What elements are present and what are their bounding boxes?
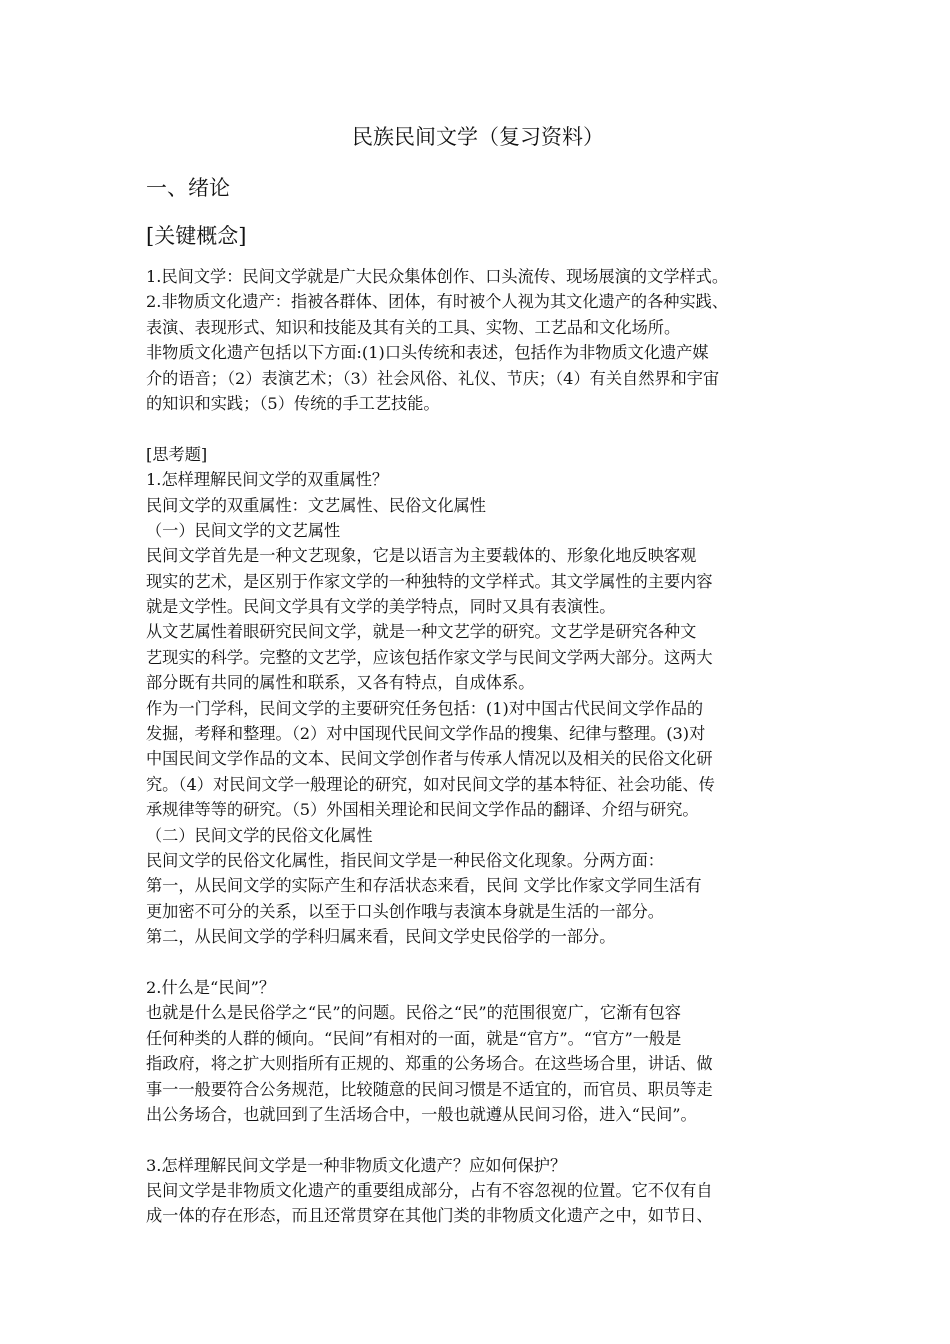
text-line: 中国民间文学作品的文本、民间文学创作者与传承人情况以及相关的民俗文化研 bbox=[146, 749, 713, 769]
text-line: 从文艺属性着眼研究民间文学，就是一种文艺学的研究。文艺学是研究各种文 bbox=[146, 622, 697, 642]
text-line: 介的语音；（2）表演艺术；（3）社会风俗、礼仪、节庆；（4）有关自然界和宇宙 bbox=[146, 368, 720, 388]
text-line: 非物质文化遗产包括以下方面:(1)口头传统和表述，包括作为非物质文化遗产媒 bbox=[146, 343, 709, 363]
document-body bbox=[146, 264, 810, 1229]
text-line: 3.怎样理解民间文学是一种非物质文化遗产？应如何保护？ bbox=[146, 1155, 567, 1175]
text-line: 就是文学性。民间文学具有文学的美学特点，同时又具有表演性。 bbox=[146, 597, 616, 617]
blank-line bbox=[146, 1127, 810, 1152]
text-line: 作为一门学科，民间文学的主要研究任务包括：(1)对中国古代民间文学作品的 bbox=[146, 698, 704, 718]
text-line: 民间文学的民俗文化属性，指民间文学是一种民俗文化现象。分两方面： bbox=[146, 850, 664, 870]
document-page bbox=[146, 0, 810, 1344]
text-line: 任何种类的人群的倾向。“民间”有相对的一面，就是“官方”。“官方”一般是 bbox=[146, 1028, 682, 1048]
text-line: 民间文学首先是一种文艺现象，它是以语言为主要载体的、形象化地反映客观 bbox=[146, 546, 697, 566]
text-line: 1.怎样理解民间文学的双重属性？ bbox=[146, 470, 389, 490]
text-line: （一）民间文学的文艺属性 bbox=[146, 520, 341, 540]
text-line: 承规律等等的研究。（5）外国相关理论和民间文学作品的翻译、介绍与研究。 bbox=[146, 800, 699, 820]
text-line: 更加密不可分的关系，以至于口头创作哦与表演本身就是生活的一部分。 bbox=[146, 901, 664, 921]
subsection-heading: [关键概念] bbox=[146, 224, 247, 248]
text-line: 表演、表现形式、知识和技能及其有关的工具、实物、工艺品和文化场所。 bbox=[146, 317, 681, 337]
text-line: 民间文学是非物质文化遗产的重要组成部分，占有不容忽视的位置。它不仅有自 bbox=[146, 1181, 713, 1201]
text-line: 部分既有共同的属性和联系，又各有特点，自成体系。 bbox=[146, 673, 535, 693]
text-line: 成一体的存在形态，而且还常贯穿在其他门类的非物质文化遗产之中，如节日、 bbox=[146, 1206, 713, 1226]
text-line: 事一一般要符合公务规范，比较随意的民间习惯是不适宜的，而官员、职员等走 bbox=[146, 1079, 713, 1099]
text-line: 究。（4）对民间文学一般理论的研究，如对民间文学的基本特征、社会功能、传 bbox=[146, 774, 715, 794]
text-line: 民间文学的双重属性：文艺属性、民俗文化属性 bbox=[146, 495, 486, 515]
text-line: [思考题] bbox=[146, 444, 208, 464]
blank-line bbox=[146, 416, 810, 441]
text-line: 发掘，考释和整理。（2）对中国现代民间文学作品的搜集、纪律与整理。(3)对 bbox=[146, 724, 706, 744]
text-line: 2.非物质文化遗产：指被各群体、团体，有时被个人视为其文化遗产的各种实践、 bbox=[146, 292, 729, 312]
text-line: 2.什么是“民间”？ bbox=[146, 977, 276, 997]
text-line: 现实的艺术，是区别于作家文学的一种独特的文学样式。其文学属性的主要内容 bbox=[146, 571, 713, 591]
text-line: 1.民间文学：民间文学就是广大民众集体创作、口头流传、现场展演的文学样式。 bbox=[146, 267, 729, 286]
blank-line bbox=[146, 950, 810, 975]
text-line: 出公务场合，也就回到了生活场合中，一般也就遵从民间习俗，进入“民间”。 bbox=[146, 1104, 697, 1124]
text-line: 第一，从民间文学的实际产生和存活状态来看，民间 文学比作家文学同生活有 bbox=[146, 876, 702, 896]
text-line: 也就是什么是民俗学之“民”的问题。民俗之“民”的范围很宽广，它渐有包容 bbox=[146, 1003, 681, 1023]
text-line: 艺现实的科学。完整的文艺学，应该包括作家文学与民间文学两大部分。这两大 bbox=[146, 647, 713, 667]
text-line: 的知识和实践；（5）传统的手工艺技能。 bbox=[146, 393, 440, 413]
text-line: 指政府，将之扩大则指所有正规的、郑重的公务场合。在这些场合里，讲话、做 bbox=[146, 1054, 713, 1074]
text-line: 第二，从民间文学的学科归属来看，民间文学史民俗学的一部分。 bbox=[146, 927, 616, 947]
document-title: 民族民间文学（复习资料） bbox=[352, 125, 604, 149]
text-line: （二）民间文学的民俗文化属性 bbox=[146, 825, 373, 845]
section-heading: 一、绪论 bbox=[146, 176, 230, 200]
